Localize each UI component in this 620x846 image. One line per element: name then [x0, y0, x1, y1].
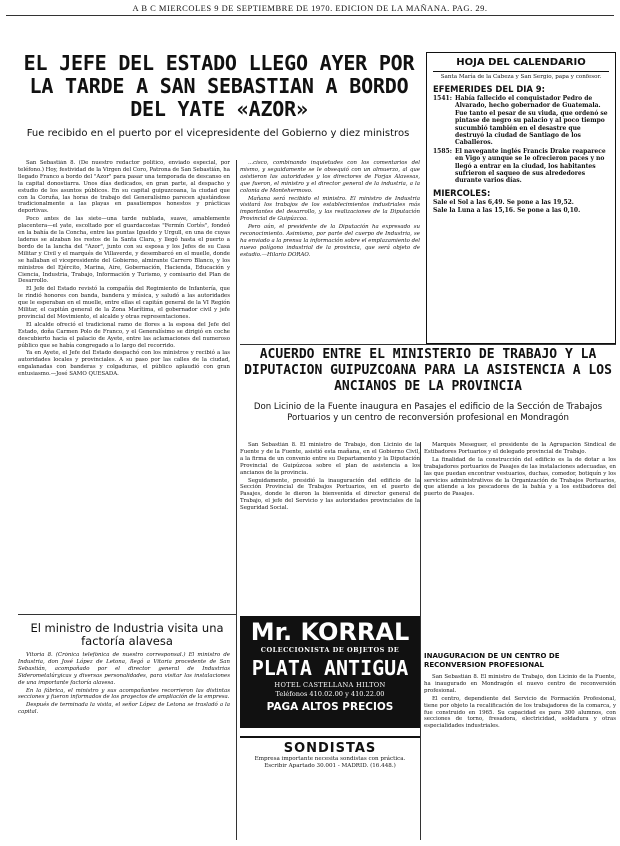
labour-paragraph: La finalidad de la construcción del edificio es la de dotar a los trabajadores portuarios de Pasajes de las instalaciones adecuadas, en las que puedan encontrar vestuarios, duchas, comedor, botiquín y los servicios administrativos de la Organización de Trabajos Portuarios, que atiende a los pescadores de la bahía y a los estibadores del puerto de Pasajes.: [424, 456, 616, 498]
header-rule: [6, 15, 614, 16]
calendar-saints: Santa María de la Cabeza y San Sergio, papa y confesor.: [440, 74, 602, 80]
inauguration-paragraph: San Sebastián 8. El ministro de Trabajo, don Licinio de la Fuente, ha inaugurado en Mondragón el nuevo centro de reconversión profesional.: [424, 674, 616, 694]
labour-column-1: [240, 442, 420, 608]
inauguration-column: [424, 674, 616, 838]
labour-paragraph: San Sebastián 8. El ministro de Trabajo, don Licinio de la Fuente y de la Fuente, asistió esta mañana, en el Gobierno Civil, a la firma de un convenio entre su Departamento y la Diputación Provincial de Guipúzcoa sobre el plan de asistencia a los ancianos de la provincia.: [240, 442, 420, 476]
inauguration-paragraph: El centro, dependiente del Servicio de Formación Profesional, tiene por objeto la recalificación de los trabajadores de la comarca, y fue construido en 1965. Su capacidad es para 300 alumnos, con secciones de torno, fresadora, electricidad, soldadura y otras especialidades industriales.: [424, 695, 616, 730]
lead-paragraph: Mañana será recibido el ministro. El ministro de Industria visitará los trabajos de los establecimientos industriales más importantes del desarrollo, y las realizaciones de la Diputación Provincial de Guipúzcoa.: [240, 195, 420, 223]
lead-paragraph: El alcalde ofreció el tradicional ramo de flores a la esposa del Jefe del Estado, doña Carmen Polo de Franco, y el Generalísimo se dirigió en coche descubierto hacia el palacio de Ayete, entre las aclamaciones del numeroso público que se había congregado a lo largo del recorrido.: [18, 321, 230, 349]
lead-headline: EL JEFE DEL ESTADO LLEGO AYER POR LA TARDE A SAN SEBASTIAN A BORDO DEL YATE «AZOR»: [23, 51, 415, 121]
lead-column-1: [18, 160, 230, 608]
industry-paragraph: En la fábrica, el ministro y sus acompañantes recorrieron las distintas secciones y fueron informados de los proyectos de ampliación de la empresa.: [18, 687, 230, 701]
section-rule: [18, 614, 236, 615]
lead-paragraph: Poco antes de las siete—una tarde nublada, suave, amablemente placentera—el yate, escoltado por el guardacostas "Fermín Cortés", fondeó en la bahía de la Concha, entre las puntas Igueldo y Urgull, en una de cuyas laderas se alzaban los restos de la Santa Clara, y llegó hasta el puerto a bordo de la lancha del "Azor", junto con su esposa y los Jefes de su Casa Militar y Civil y el marqués de Villaverde, y desembarcó en el muelle, donde se hallaban el vicepresidente del Gobierno, almirante Carrero Blanco, y los ministros del Ejército, Marina, Aire, Gobernación, Hacienda, Educación y Ciencia, Industria, Trabajo, Información y Turismo, y comisario del Plan de Desarrollo.: [18, 216, 230, 285]
sondistas-text: Empresa importante necesita sondistas con práctica. Escribir Apartado 30.001 - MADRID. (16.448.): [254, 756, 406, 769]
industry-paragraph: Después de terminada la visita, el señor López de Letona se trasladó a la capital.: [18, 702, 230, 716]
inauguration-headline: INAUGURACION DE UN CENTRO DE RECONVERSION PROFESIONAL: [424, 652, 560, 669]
lead-column-2: [240, 160, 420, 340]
moon-times: Sale la Luna a las 15,16. Se pone a las 0,10.: [433, 207, 581, 215]
ephemeris-text: Había fallecido el conquistador Pedro de Alvarado, hecho gobernador de Guatemala. Fue tanto el pesar de su viuda, que ordenó se pintase de negro su palacio y al poco tiempo sucumbió también en el desastre que destruyó la ciudad de Santiago de los Caballeros.: [455, 95, 608, 147]
lead-subhead: Fue recibido en el puerto por el vicepresidente del Gobierno y diez ministros: [26, 128, 410, 139]
plata-antigua-ad: [240, 616, 420, 728]
labour-subhead: Don Licinio de la Fuente inaugura en Pasajes el edificio de la Sección de Trabajos Portuarios y un centro de reconversión profesional en Mondragón: [253, 402, 603, 423]
calendar-rule: [433, 71, 609, 72]
ephemeris-year: 1585:: [433, 147, 452, 155]
labour-headline: ACUERDO ENTRE EL MINISTERIO DE TRABAJO Y LA DIPUTACION GUIPUZCOANA PARA LA ASISTENCIA A LOS ANCIANOS DE LA PROVINCIA: [244, 347, 612, 394]
sondistas-title: SONDISTAS: [283, 741, 377, 756]
ephemeris-year: 1541:: [433, 95, 452, 102]
ephemerides-title: EFEMERIDES DEL DIA 9:: [433, 84, 545, 94]
industry-column: [18, 652, 230, 838]
industry-paragraph: Vitoria 8. (Crónica telefónica de nuestro corresponsal.) El ministro de Industria, don José López de Letona, llegó a Vitoria procedente de San Sebastián, acompañado por el director general de Industrias Siderometalúrgicas y diversas personalidades, para visitar las instalaciones de una importante factoría alavesa.: [18, 652, 230, 686]
labour-paragraph: Marqués Meseguer, el presidente de la Agrupación Sindical de Estibadores Portuarios y el delegado provincial de Trabajo.: [424, 442, 616, 455]
lead-paragraph: Pero aún, el presidente de la Diputación ha expresado su reconocimiento. Asimismo, por parte del cuerpo de Industria, se ha enviado a la prensa la información sobre el emplazamiento del nuevo polígono industrial de la provincia, que será objeto de estudio.—Hilario DORAO.: [240, 224, 420, 258]
industry-headline: El ministro de Industria visita una factoría alavesa: [30, 621, 224, 648]
sondistas-ad: [240, 736, 420, 788]
column-rule: [420, 442, 421, 840]
lead-paragraph: Ya en Ayete, el Jefe del Estado despachó con los ministros y recibió a las autoridades locales y provinciales. A su paso por las calles de la ciudad, engalanadas con banderas y colgaduras, el público aplaudió con gran entusiasmo.—José SAMO QUESADA.: [18, 350, 230, 378]
labour-column-2: [424, 442, 616, 646]
lead-paragraph: San Sebastián 8. (De nuestro redactor político, enviado especial, por teléfono.) Hoy, festividad de la Virgen del Coro, Patrona de San Sebastián, ha llegado Franco a bordo del "Azor" para pasar una temporada de descanso en la capital donostiarra. Unos días dedicados, en gran parte, al despacho y estudio de los asuntos públicos. En su capital guipuzcoana, la ciudad que con la Coruña, las horas de trabajo del Generalísimo parecen ajustándose tradicionalmente a las playas en pasatiempos honestos y prácticas deportivas.: [18, 160, 230, 215]
lead-paragraph: El Jefe del Estado revistó la compañía del Regimiento de Infantería, que le rindió honores con banda, bandera y música, y saludó a las autoridades que le esperaban en el muelle, entre ellas el capitán general de la VI Región Militar, el capitán general de la Zona Marítima, el gobernador civil y jefe provincial del Movimiento, el alcalde y otras representaciones.: [18, 286, 230, 320]
ad-phones: Teléfonos 410.02.00 y 410.22.00: [275, 690, 385, 698]
ephemeris-entry: [433, 148, 609, 185]
calendar-title: HOJA DEL CALENDARIO: [456, 57, 586, 68]
wednesday-title: MIERCOLES:: [433, 187, 491, 198]
sun-times: Sale el Sol a las 6,49. Se pone a las 19,52.: [433, 198, 574, 206]
ephemeris-text: El navegante inglés Francis Drake reaparece en Vigo y aunque se le ofrecieron paces y no llegó a entrar en la ciudad, los habitantes sufrieron el saqueo de sus alrededores durante varios días.: [455, 147, 606, 185]
ad-brand: Mr. KORRAL: [250, 618, 410, 646]
calendar-box: [426, 52, 616, 344]
ad-offer: PAGA ALTOS PRECIOS: [266, 701, 394, 713]
lead-paragraph: ...cisco, combinando inquietudes con los comentarios del mismo, y seguidamente se le obsequió con un almuerzo, al que asistieron las autoridades y los directores de Forjas Alavesas, que fueron, el ministro y el director general de la industria, a la colonia de Montehermoso.: [240, 160, 420, 194]
page-header: A B C MIERCOLES 9 DE SEPTIEMBRE DE 1970. EDICION DE LA MAÑANA. PAG. 29.: [132, 3, 488, 13]
ad-hotel: HOTEL CASTELLANA HILTON: [274, 681, 386, 689]
labour-paragraph: Seguidamente, presidió la inauguración del edificio de la Sección Provincial de Trabajos Portuarios, en el puerto de Pasajes, donde le dieron la bienvenida el director general de Trabajo, el jefe del Servicio y las autoridades provinciales de la Seguridad Social.: [240, 477, 420, 512]
ephemeris-entry: [433, 95, 609, 147]
column-rule: [236, 160, 237, 840]
ad-product: PLATA ANTIGUA: [251, 656, 409, 680]
ad-tagline: COLECCIONISTA DE OBJETOS DE: [260, 646, 400, 654]
section-rule: [240, 344, 616, 345]
